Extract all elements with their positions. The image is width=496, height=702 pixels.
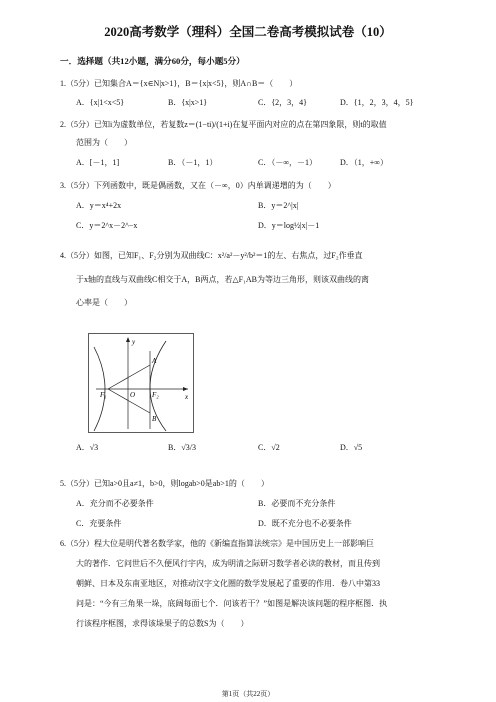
q3-option-b: B．y＝2^|x| — [258, 201, 299, 210]
question-5-stem: 5.（5分）已知a>0且a≠1，b>0，则logab>0是ab>1的（ ） — [60, 479, 269, 488]
q2-option-a: A．[－1，1] — [76, 158, 120, 167]
q2-option-c: C．（－∞，－1） — [258, 158, 318, 167]
question-1-stem: 1.（5分）已知集合A＝{x∈N|x>1}，B＝{x|x<5}，则A∩B＝（ ） — [60, 79, 298, 88]
section-heading: 一．选择题（共12小题，满分60分，每小题5分） — [60, 56, 245, 66]
label-x: x — [185, 393, 189, 401]
question-4-stem-line1: 4.（5分）如图，已知F₁、F₂分别为双曲线C：x²/a²－y²/b²＝1的左、右焦点，过F₂作垂直 — [60, 251, 363, 260]
question-6-stem-line4: 问是：“今有三角果一垛，底阔每面七个．问该若干？”如图是解决该问题的程序框图．执 — [76, 599, 388, 608]
x-axis-arrow — [183, 387, 188, 391]
q4-option-c: C．√2 — [258, 443, 280, 452]
label-f1: F₁ — [100, 391, 107, 399]
segment-f1-a — [108, 365, 150, 389]
hyperbola-figure — [88, 333, 194, 433]
question-2-stem-line1: 2.（5分）已知i为虚数单位，若复数z＝(1−ti)/(1+i)在复平面内对应的点在第四象限，则t的取值 — [60, 120, 387, 129]
y-axis-arrow — [126, 337, 130, 342]
question-3-stem: 3.（5分）下列函数中，既是偶函数，又在（－∞，0）内单调递增的为（ ） — [60, 181, 336, 190]
segment-f1-b — [108, 389, 150, 413]
question-4-stem-line2: 于x轴的直线与双曲线C相交于A，B两点，若△F₁AB为等边三角形，则该双曲线的离 — [76, 275, 369, 284]
question-4-stem-line3: 心率是（ ） — [76, 298, 132, 307]
q1-option-d: D．{1，2，3，4，5} — [340, 98, 414, 107]
q4-option-a: A．√3 — [76, 443, 99, 452]
q2-option-b: B．（－1，1） — [168, 158, 218, 167]
question-6-stem-line2: 大的著作．它问世后不久便风行宇内，成为明清之际研习数学者必读的教材，而且传到 — [76, 559, 380, 568]
q3-option-a: A．y＝x⁴+2x — [76, 201, 122, 210]
q1-option-a: A．{x|1<x<5} — [76, 98, 125, 107]
question-6-stem-line1: 6.（5分）程大位是明代著名数学家，他的《新编直指算法统宗》是中国历史上一部影响巨 — [60, 539, 374, 548]
q5-option-d: D．既不充分也不必要条件 — [258, 519, 352, 528]
q5-option-c: C．充要条件 — [76, 519, 122, 528]
q3-option-d: D．y＝log½|x|－1 — [258, 221, 320, 230]
figure-frame — [89, 334, 194, 433]
question-2-stem-line2: 范围为（ ） — [76, 138, 132, 147]
q4-option-b: B．√3/3 — [168, 443, 196, 452]
question-6-stem-line5: 行该程序框图，求得该垛果子的总数S为（ ） — [76, 619, 249, 628]
label-a: A — [152, 357, 157, 365]
question-6-stem-line3: 朝鲜、日本及东南亚地区，对推动汉字文化圈的数学发展起了重要的作用．卷八中第33 — [76, 579, 380, 588]
label-o: O — [130, 391, 136, 399]
label-f2: F₂ — [152, 391, 159, 399]
q5-option-a: A．充分而不必要条件 — [76, 499, 154, 508]
q1-option-b: B．{x|x>1} — [168, 98, 208, 107]
q2-option-d: D．（1，+∞） — [340, 158, 388, 167]
page-footer: 第1页（共22页） — [221, 690, 275, 698]
page-title: 2020高考数学（理科）全国二卷高考模拟试卷（10） — [104, 25, 392, 39]
q1-option-c: C．{2，3，4} — [258, 98, 308, 107]
q5-option-b: B．必要而不充分条件 — [258, 499, 336, 508]
label-b: B — [152, 415, 157, 423]
q3-option-c: C．y＝2^x－2^−x — [76, 221, 138, 230]
label-y: y — [132, 338, 136, 346]
q4-option-d: D．√5 — [340, 443, 363, 452]
